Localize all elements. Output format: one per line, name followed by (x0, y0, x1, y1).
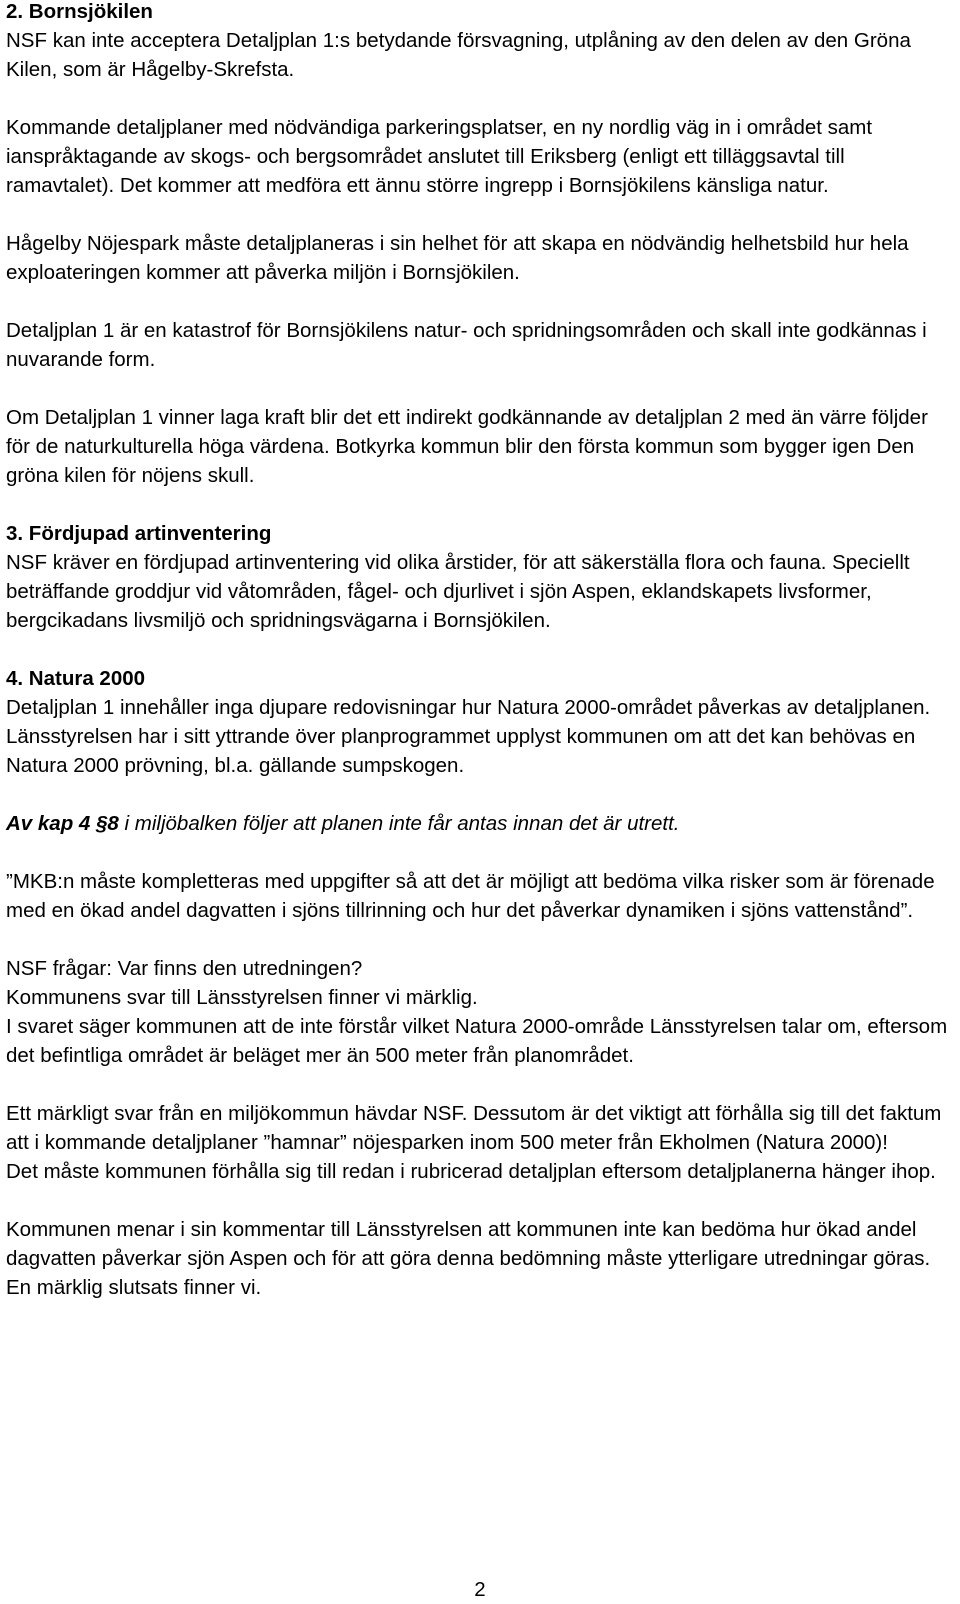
law-reference-text: i miljöbalken följer att planen inte får antas innan det är utrett. (118, 812, 680, 835)
document-page (6, 0, 950, 1302)
section-2-paragraph: Kommande detaljplaner med nödvändiga parkeringsplatser, en ny nordlig väg in i området samt ianspråktagande av skogs- och bergsområdet anslutet till Eriksberg (enligt ett tilläggsavtal till ramavtalet). Det kommer att medföra ett ännu större ingrepp i Bornsjökilens känsliga natur. (6, 116, 873, 197)
section-4-line: I svaret säger kommunen att de inte förstår vilket Natura 2000-område Länsstyrelsen talar om, eftersom det befintliga området är beläget mer än 500 meter från planområdet. (6, 1015, 948, 1067)
section-4-paragraph: Kommunen menar i sin kommentar till Länsstyrelsen att kommunen inte kan bedöma hur ökad andel dagvatten påverkar sjön Aspen och för att göra denna bedömning måste ytterligare utredningar göras. (6, 1218, 931, 1270)
section-4-line: Kommunens svar till Länsstyrelsen finner vi märklig. (6, 986, 478, 1009)
quote-paragraph: ”MKB:n måste kompletteras med uppgifter så att det är möjligt att bedöma vilka risker som är förenade med en ökad andel dagvatten i sjöns tillrinning och hur det påverkar dynamiken i sjöns vattenstånd”. (6, 870, 935, 922)
section-4-heading: 4. Natura 2000 (6, 667, 146, 690)
section-2-heading: 2. Bornsjökilen (6, 0, 153, 23)
section-4-paragraph: Det måste kommunen förhålla sig till redan i rubricerad detaljplan eftersom detaljplanerna hänger ihop. (6, 1160, 936, 1183)
section-2-paragraph: NSF kan inte acceptera Detaljplan 1:s betydande försvagning, utplåning av den delen av den Gröna Kilen, som är Hågelby-Skrefsta. (6, 29, 911, 81)
section-2-paragraph: Hågelby Nöjespark måste detaljplaneras i sin helhet för att skapa en nödvändig helhetsbild hur hela exploateringen kommer att påverka miljön i Bornsjökilen. (6, 232, 909, 284)
section-3-heading: 3. Fördjupad artinventering (6, 522, 272, 545)
section-4-paragraph: Detaljplan 1 innehåller inga djupare redovisningar hur Natura 2000-området påverkas av detaljplanen. Länsstyrelsen har i sitt yttrande över planprogrammet upplyst kommunen om att det kan behövas en Natura 2000 prövning, bl.a. gällande sumpskogen. (6, 696, 931, 777)
section-2-paragraph: Detaljplan 1 är en katastrof för Bornsjökilens natur- och spridningsområden och skall inte godkännas i nuvarande form. (6, 319, 927, 371)
section-4-paragraph: Ett märkligt svar från en miljökommun hävdar NSF. Dessutom är det viktigt att förhålla sig till det faktum att i kommande detaljplaner ”hamnar” nöjesparken inom 500 meter från Ekholmen (Natura 2000)! (6, 1102, 942, 1154)
page-number: 2 (474, 1578, 486, 1601)
nsf-question: NSF frågar: Var finns den utredningen? (6, 957, 363, 980)
law-reference (6, 809, 950, 838)
law-reference-bold: Av kap 4 §8 (6, 812, 119, 835)
section-3-paragraph: NSF kräver en fördjupad artinventering vid olika årstider, för att säkerställa flora och fauna. Speciellt beträffande groddjur vid våtområden, fågel- och djurlivet i sjön Aspen, eklandskapets livsformer, bergcikadans livsmiljö och spridningsvägarna i Bornsjökilen. (6, 551, 910, 632)
section-4-paragraph: En märklig slutsats finner vi. (6, 1276, 262, 1299)
section-2-paragraph: Om Detaljplan 1 vinner laga kraft blir det ett indirekt godkännande av detaljplan 2 med än värre följder för de naturkulturella höga värdena. Botkyrka kommun blir den första kommun som bygger igen Den gröna kilen för nöjens skull. (6, 406, 928, 487)
